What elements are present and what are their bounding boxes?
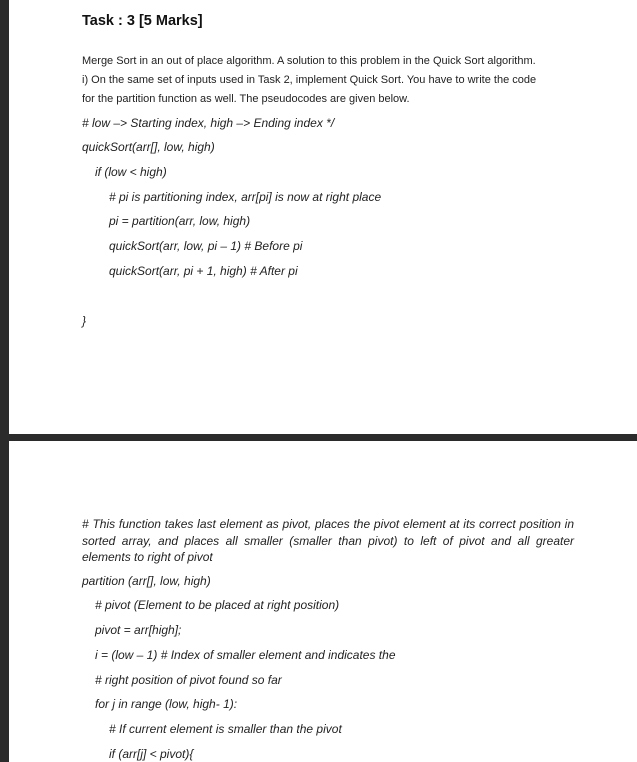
task-title: Task : 3 [5 Marks]: [82, 13, 203, 29]
code-line: # If current element is smaller than the pivot: [109, 722, 342, 736]
code-line: quickSort(arr[], low, high): [82, 140, 215, 154]
task-description: [82, 52, 582, 109]
intro-line: i) On the same set of inputs used in Task 2, implement Quick Sort. You have to write the code: [82, 74, 537, 86]
code-line: if (low < high): [95, 165, 167, 179]
intro-line: Merge Sort in an out of place algorithm. A solution to this problem in the Quick Sort algorithm.: [82, 55, 536, 67]
code-line: for j in range (low, high- 1):: [95, 697, 238, 711]
intro-line: for the partition function as well. The pseudocodes are given below.: [82, 93, 410, 105]
document-page-1: [9, 0, 637, 434]
code-line: i = (low – 1) # Index of smaller element and indicates the: [95, 648, 396, 662]
code-line: # low –> Starting index, high –> Ending index */: [82, 116, 335, 130]
code-closing-brace: }: [82, 314, 87, 328]
code-line: # pi is partitioning index, arr[pi] is now at right place: [109, 190, 382, 204]
document-page-2: [9, 441, 637, 762]
code-line: partition (arr[], low, high): [82, 574, 211, 588]
code-line: if (arr[j] < pivot){: [109, 747, 194, 761]
code-line: pivot = arr[high];: [95, 623, 182, 637]
code-line: # right position of pivot found so far: [95, 673, 282, 687]
code-line: # pivot (Element to be placed at right position): [95, 598, 340, 612]
code-line: quickSort(arr, pi + 1, high) # After pi: [109, 264, 298, 278]
code-line: quickSort(arr, low, pi – 1) # Before pi: [109, 239, 303, 253]
code-line: pi = partition(arr, low, high): [109, 214, 251, 228]
partition-comment: # This function takes last element as pivot, places the pivot element at its correct position in sorted array, and places all smaller (smaller than pivot) to left of pivot and all greater elements to right of pivot: [82, 517, 574, 564]
